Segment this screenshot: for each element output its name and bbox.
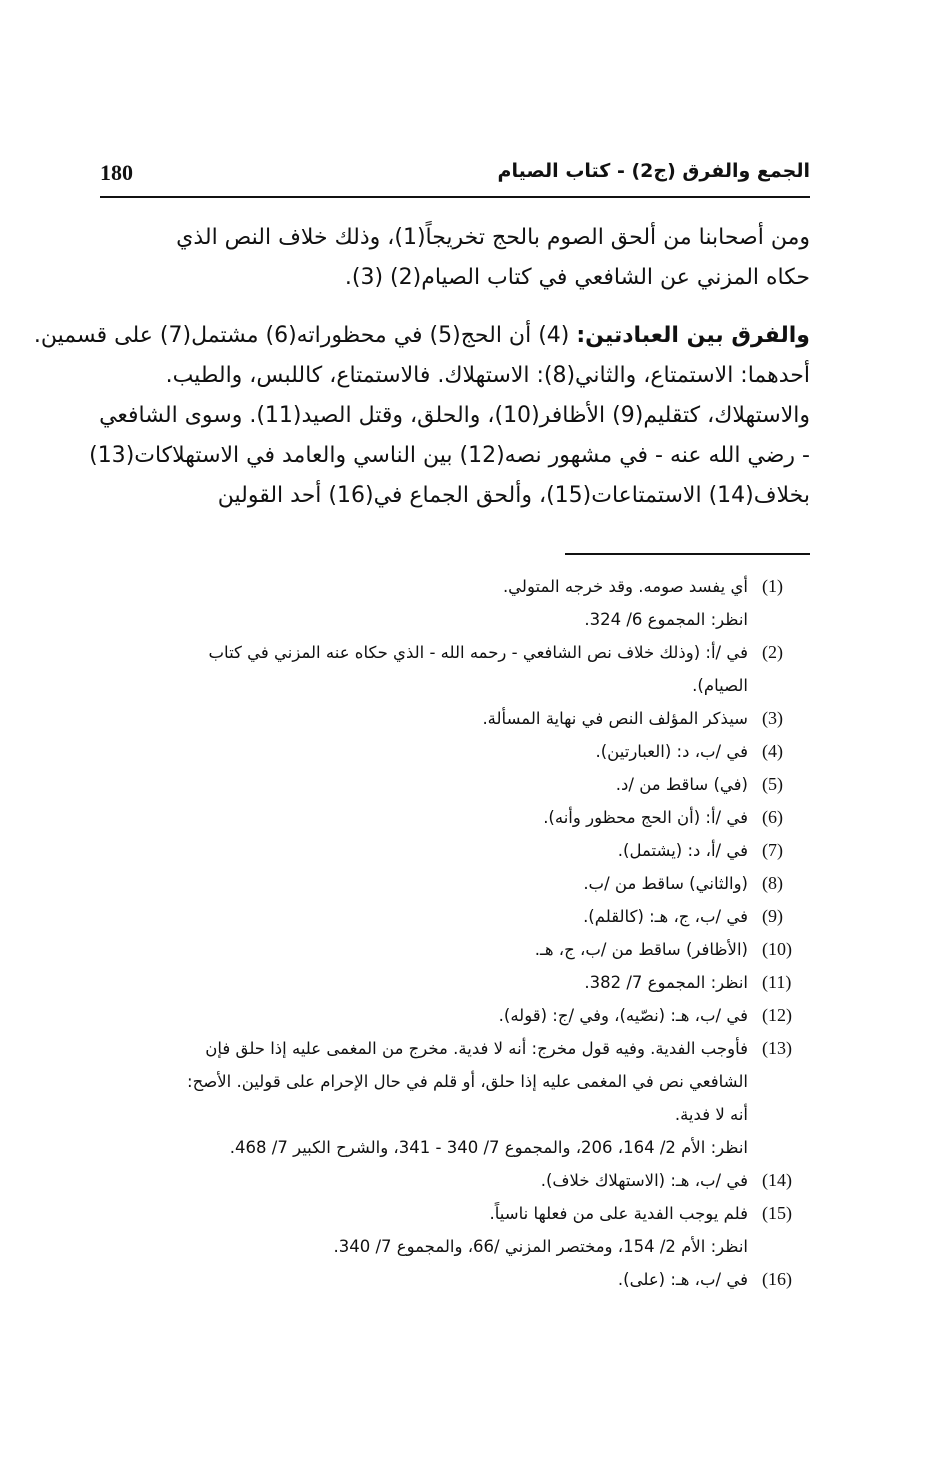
text-line: - رضي الله عنه - في مشهور نصه(12) بين الناسي والعامد في الاستهلاكات(13)	[89, 443, 810, 468]
footnotes	[100, 570, 810, 1296]
footnote-number: (16)	[762, 1269, 792, 1289]
running-title: الجمع والفرق (ج2) - كتاب الصيام	[497, 160, 810, 182]
footnote-line: انظر: الأم 2/ 164، 206، والمجموع 7/ 340 - 341، والشرح الكبير 7/ 468.	[229, 1138, 748, 1157]
footnote-line: (في) ساقط من /د.	[615, 775, 748, 794]
footnote-line: أنه لا فدية.	[674, 1105, 748, 1124]
footnote	[100, 570, 810, 636]
footnote-number: (2)	[762, 642, 783, 662]
footnote-line: انظر: المجموع 7/ 382.	[584, 973, 748, 992]
footnote-line: سيذكر المؤلف النص في نهاية المسألة.	[482, 709, 748, 728]
footnote-line: (الأظافر) ساقط من /ب، ج، هـ.	[534, 940, 748, 959]
footnote-number: (8)	[762, 873, 783, 893]
footnote-number: (6)	[762, 807, 783, 827]
page-header	[100, 160, 810, 200]
footnote	[100, 1263, 810, 1296]
footnote-line: في /ب، هـ: (الاستهلاك خلاف).	[540, 1171, 748, 1190]
footnote	[100, 636, 810, 702]
footnote-number: (7)	[762, 840, 783, 860]
footnote-number: (10)	[762, 939, 792, 959]
footnote-line: في /ب، هـ: (على).	[617, 1270, 748, 1289]
footnote-line: فأوجب الفدية. وفيه قول مخرج: أنه لا فدية. مخرج من المغمى عليه إذا حلق فإن	[205, 1039, 748, 1058]
paragraph-1	[100, 218, 810, 298]
footnote-line: (والثاني) ساقط من /ب.	[583, 874, 748, 893]
section-lead: والفرق بين العبادتين:	[576, 323, 810, 348]
footnote-number: (13)	[762, 1038, 792, 1058]
footnote	[100, 966, 810, 999]
footnote	[100, 900, 810, 933]
footnote	[100, 834, 810, 867]
footnote-line: انظر: المجموع 6/ 324.	[584, 610, 748, 629]
footnote-separator	[565, 553, 810, 555]
footnote-number: (12)	[762, 1005, 792, 1025]
header-rule	[100, 196, 810, 198]
footnote-line: في /أ، د: (يشتمل).	[617, 841, 748, 860]
footnote-number: (1)	[762, 576, 783, 596]
footnote	[100, 933, 810, 966]
text-line	[33, 316, 810, 356]
footnote-number: (3)	[762, 708, 783, 728]
footnote-line: في /ب، ج، هـ: (كالقلم).	[583, 907, 748, 926]
footnote	[100, 702, 810, 735]
footnote	[100, 1032, 810, 1164]
footnote	[100, 801, 810, 834]
footnote-number: (9)	[762, 906, 783, 926]
text-line: حكاه المزني عن الشافعي في كتاب الصيام(2) (3).	[344, 265, 810, 290]
footnote	[100, 1164, 810, 1197]
footnote	[100, 1197, 810, 1263]
footnote-line: انظر: الأم 2/ 154، ومختصر المزني /66، والمجموع 7/ 340.	[333, 1237, 748, 1256]
paragraph-2	[33, 316, 810, 516]
text-line: والاستهلاك، كتقليم(9) الأظافر(10)، والحلق، وقتل الصيد(11). وسوى الشافعي	[99, 403, 810, 428]
footnote-number: (14)	[762, 1170, 792, 1190]
footnote-line: في /أ: (أن الحج محظور وأنه).	[543, 808, 748, 827]
footnote-line: الشافعي نص في المغمى عليه إذا حلق، أو قلم في حال الإحرام على قولين. الأصح:	[187, 1072, 748, 1091]
main-text	[33, 218, 810, 516]
footnote	[100, 867, 810, 900]
text-run: (4) أن الحج(5) في محظوراته(6) مشتمل(7) على قسمين.	[33, 323, 570, 348]
footnote-line: أي يفسد صومه. وقد خرجه المتولي.	[502, 577, 748, 596]
footnote-line: في /أ: (وذلك خلاف نص الشافعي - رحمه الله - الذي حكاه عنه المزني في كتاب	[208, 643, 748, 662]
text-line: بخلاف(14) الاستمتاعات(15)، وألحق الجماع في(16) أحد القولين	[217, 483, 810, 508]
footnote-line: الصيام).	[692, 676, 748, 695]
footnote-line: في /ب، د: (العبارتين).	[595, 742, 748, 761]
footnote-line: في /ب، هـ: (نصّيه)، وفي /ج: (قوله).	[498, 1006, 748, 1025]
footnote-line: فلم يوجب الفدية على من فعلها ناسياً.	[489, 1204, 748, 1223]
page-number: 180	[100, 160, 133, 185]
footnote-number: (4)	[762, 741, 783, 761]
footnote	[100, 768, 810, 801]
text-line: ومن أصحابنا من ألحق الصوم بالحج تخريجاً(1)، وذلك خلاف النص الذي	[176, 225, 810, 250]
text-line: أحدهما: الاستمتاع، والثاني(8): الاستهلاك. فالاستمتاع، كاللبس، والطيب.	[165, 363, 810, 388]
footnote	[100, 735, 810, 768]
footnote-number: (15)	[762, 1203, 792, 1223]
footnote-number: (11)	[762, 972, 792, 992]
footnote-number: (5)	[762, 774, 783, 794]
footnote	[100, 999, 810, 1032]
